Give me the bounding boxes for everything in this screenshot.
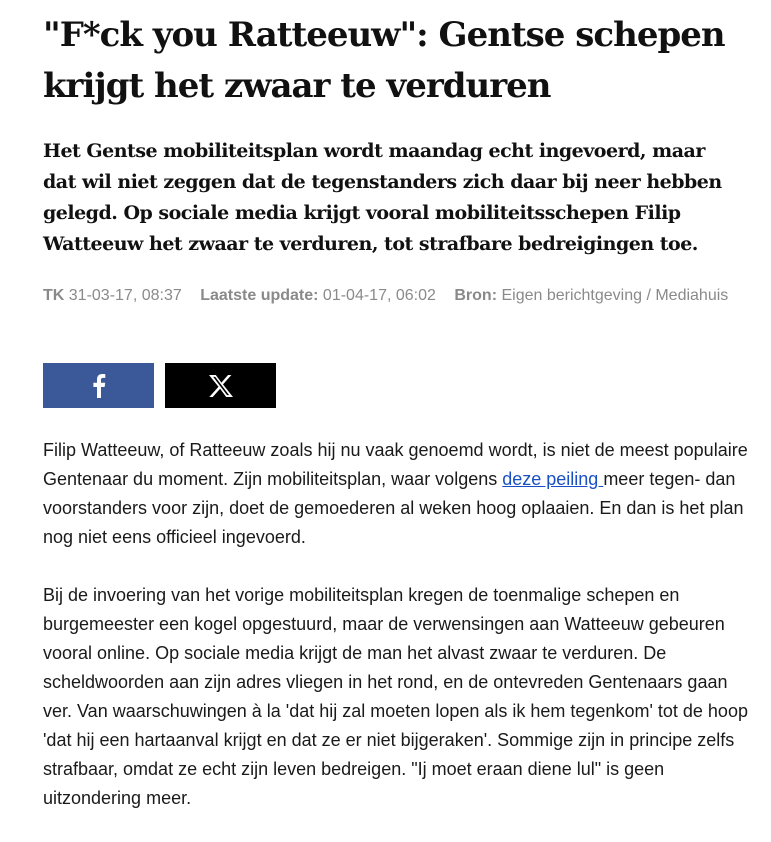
article-body <box>43 436 755 842</box>
source-label: Bron: <box>454 287 498 304</box>
author-initials: TK <box>43 287 65 304</box>
published-date: 31-03-17, 08:37 <box>68 287 182 304</box>
x-icon <box>208 374 234 398</box>
update-label: Laatste update: <box>200 287 319 304</box>
article-lead: Het Gentse mobiliteitsplan wordt maandag echt ingevoerd, maar dat wil niet zeggen dat de tegenstanders zich daar bij neer hebben gelegd. Op sociale media krijgt vooral mobiliteitsschepen Filip Watteeuw het zwaar te verduren, tot strafbare bedreigingen toe. <box>43 140 722 255</box>
facebook-icon <box>92 374 106 398</box>
article-meta <box>43 284 743 308</box>
updated-date: 01-04-17, 06:02 <box>322 287 436 304</box>
facebook-share-button[interactable] <box>43 363 154 408</box>
share-buttons <box>43 363 276 408</box>
article-paragraph <box>43 436 755 552</box>
paragraph-text: meer tegen- dan voorstanders voor zijn, doet de gemoederen al weken hoog oplaaien. En dan is het plan nog niet eens officieel ingevoerd. <box>43 469 744 547</box>
x-share-button[interactable] <box>165 363 276 408</box>
paragraph-text: Filip Watteeuw, of Ratteeuw zoals hij nu vaak genoemd wordt, is niet de meest populaire Gentenaar du moment. Zijn mobiliteitsplan, waar volgens <box>43 440 748 489</box>
article-headline: "F*ck you Ratteeuw": Gentse schepen krijgt het zwaar te verduren <box>43 15 725 106</box>
source-value: Eigen berichtgeving / Mediahuis <box>501 287 729 304</box>
article-paragraph: Bij de invoering van het vorige mobiliteitsplan kregen de toenmalige schepen en burgemeester een kogel opgestuurd, maar de verwensingen aan Watteeuw gebeuren vooral online. Op sociale media krijgt de man het alvast zwaar te verduren. De scheldwoorden aan zijn adres vliegen in het rond, en de ontevreden Gentenaars gaan ver. Van waarschuwingen à la 'dat hij zal moeten lopen als ik hem tegenkom' tot de hoop 'dat hij een hartaanval krijgt en dat ze er niet bijgeraken'. Sommige zijn in principe zelfs strafbaar, omdat ze echt zijn leven bedreigen. "Ij moet eraan diene lul" is geen uitzondering meer. <box>43 585 748 808</box>
survey-link[interactable]: deze peiling <box>502 469 604 489</box>
